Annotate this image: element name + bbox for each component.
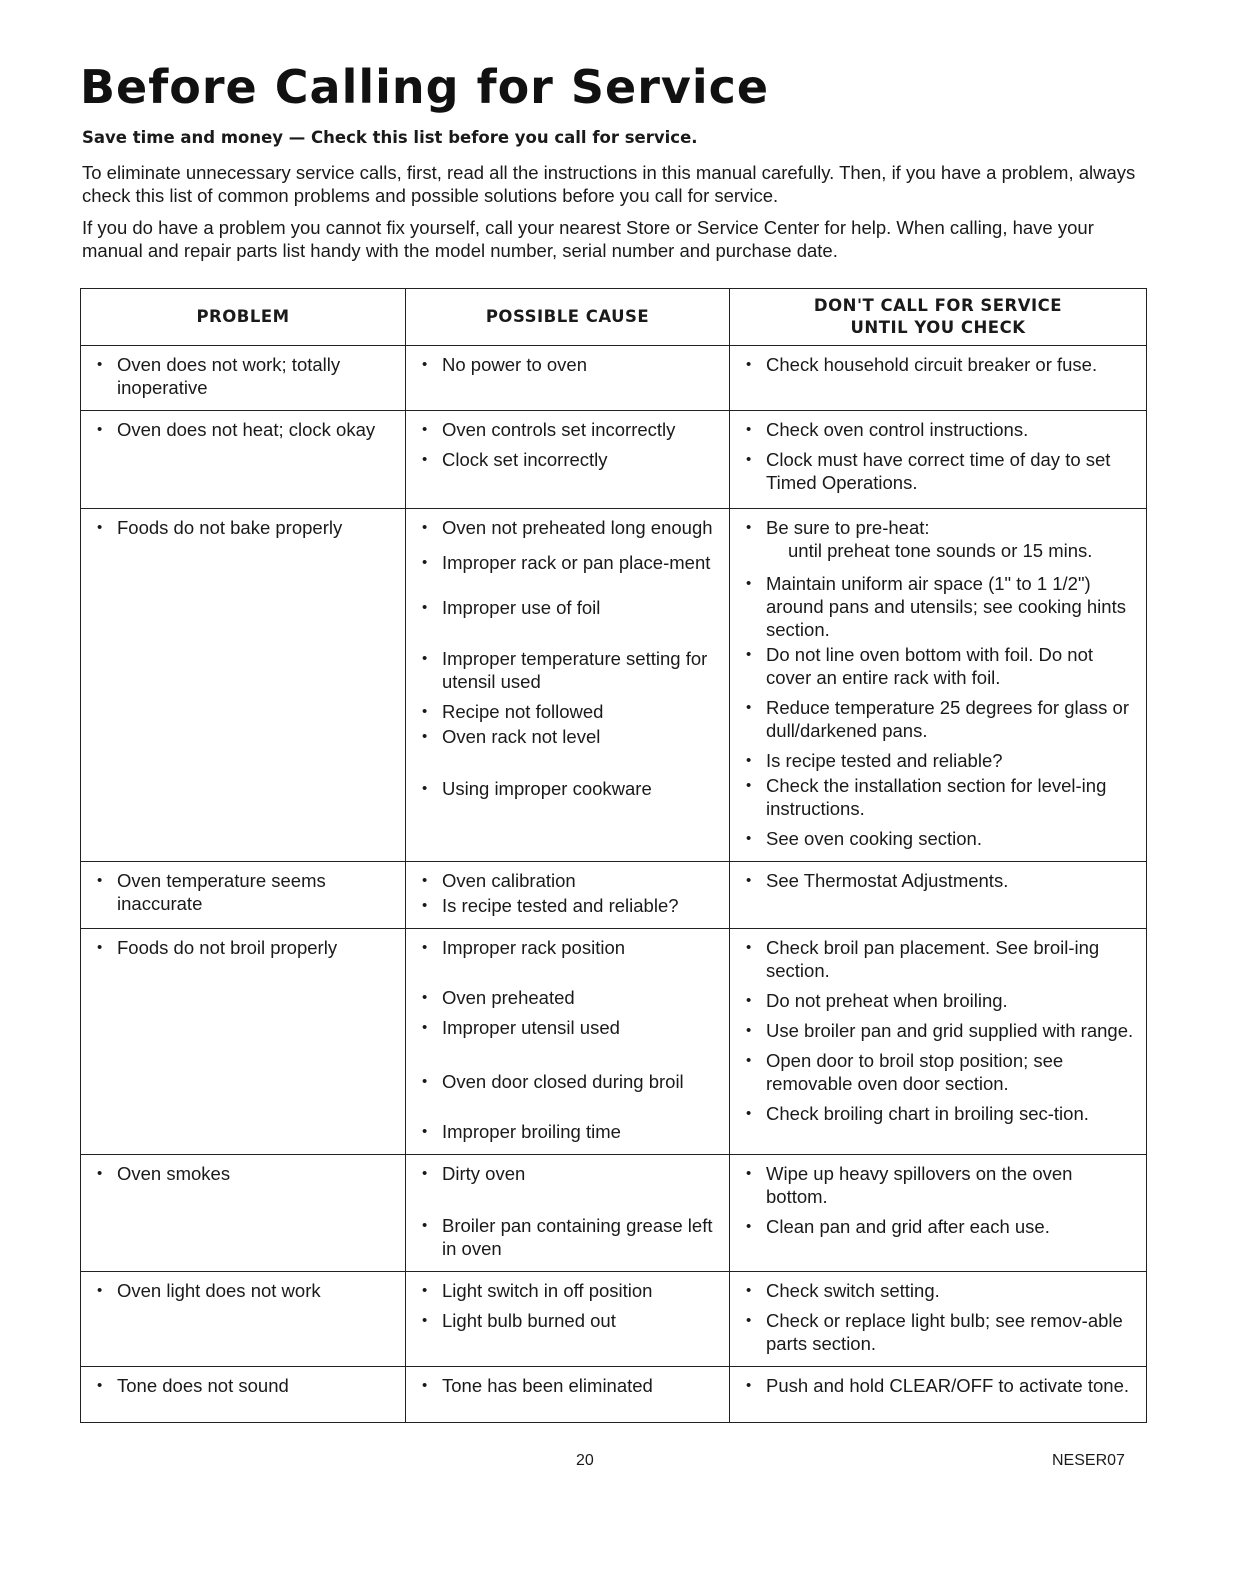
check-item: • Do not line oven bottom with foil. Do not cover an entire rack with foil. <box>740 643 1134 689</box>
table-row <box>81 1155 1147 1272</box>
check-item <box>740 516 1134 562</box>
cause-item: • Improper use of foil <box>416 596 717 619</box>
table-header-row <box>81 289 1147 346</box>
cause-cell <box>406 1367 730 1423</box>
cause-cell <box>406 929 730 1155</box>
cause-item: • Is recipe tested and reliable? <box>416 894 717 917</box>
check-cell <box>730 346 1147 411</box>
cause-item: • Recipe not followed <box>416 700 717 723</box>
cause-item: • Tone has been eliminated <box>416 1374 717 1397</box>
page-number: 20 <box>576 1452 594 1469</box>
problem-cell <box>81 929 406 1155</box>
cause-item: • Improper rack position <box>416 936 717 959</box>
problem-cell <box>81 862 406 929</box>
cause-cell <box>406 1155 730 1272</box>
cause-cell <box>406 509 730 862</box>
cause-item: • Dirty oven <box>416 1162 717 1185</box>
problem-cell <box>81 411 406 509</box>
cause-item: • Improper rack or pan place-ment <box>416 551 717 574</box>
cause-item: • Improper broiling time <box>416 1120 717 1143</box>
problem-item: • Foods do not bake properly <box>91 516 393 539</box>
check-item: • Check or replace light bulb; see remov-able parts section. <box>740 1309 1134 1355</box>
table-row <box>81 509 1147 862</box>
check-cell <box>730 1272 1147 1367</box>
table-row <box>81 1272 1147 1367</box>
cause-item: • Light bulb burned out <box>416 1309 717 1332</box>
cause-item: • Improper temperature setting for utensil used <box>416 647 717 693</box>
check-item: • Check broil pan placement. See broil-ing section. <box>740 936 1134 982</box>
check-item: • Push and hold CLEAR/OFF to activate tone. <box>740 1374 1134 1397</box>
cause-cell <box>406 346 730 411</box>
check-item: • Reduce temperature 25 degrees for glass or dull/darkened pans. <box>740 696 1134 742</box>
cause-item: • Oven rack not level <box>416 725 717 748</box>
check-cell <box>730 862 1147 929</box>
intro-paragraph-1: To eliminate unnecessary service calls, first, read all the instructions in this manual carefully. Then, if you have a problem, always check this list of common problems and possible solutions before you call for service. <box>82 162 1136 206</box>
problem-cell <box>81 346 406 411</box>
header-problem: PROBLEM <box>81 289 406 346</box>
cause-item: • No power to oven <box>416 353 717 376</box>
cause-cell <box>406 862 730 929</box>
problem-item: • Tone does not sound <box>91 1374 393 1397</box>
check-item: • Check the installation section for level-ing instructions. <box>740 774 1134 820</box>
check-item: • See oven cooking section. <box>740 827 1134 850</box>
check-item: • Use broiler pan and grid supplied with range. <box>740 1019 1134 1042</box>
check-cell <box>730 1367 1147 1423</box>
cause-item: • Clock set incorrectly <box>416 448 717 471</box>
check-item: • Check switch setting. <box>740 1279 1134 1302</box>
check-item: • Check household circuit breaker or fuse. <box>740 353 1134 376</box>
check-item: • Wipe up heavy spillovers on the oven bottom. <box>740 1162 1134 1208</box>
problem-cell <box>81 509 406 862</box>
table-row <box>81 929 1147 1155</box>
cause-item: • Broiler pan containing grease left in oven <box>416 1214 717 1260</box>
cause-cell <box>406 411 730 509</box>
problem-item: • Oven light does not work <box>91 1279 393 1302</box>
check-item: • Open door to broil stop position; see removable oven door section. <box>740 1049 1134 1095</box>
check-item: • Maintain uniform air space (1" to 1 1/2") around pans and utensils; see cooking hints section. <box>740 572 1134 641</box>
cause-item: • Oven not preheated long enough <box>416 516 717 539</box>
check-cell <box>730 509 1147 862</box>
check-cell <box>730 929 1147 1155</box>
header-check-line-2: UNTIL YOU CHECK <box>850 318 1026 337</box>
problem-item: • Foods do not broil properly <box>91 936 393 959</box>
check-item: • Check oven control instructions. <box>740 418 1134 441</box>
cause-item: • Oven calibration <box>416 869 717 892</box>
check-item-subtext: until preheat tone sounds or 15 mins. <box>788 540 1093 561</box>
cause-item: • Improper utensil used <box>416 1016 717 1039</box>
subtitle: Save time and money — Check this list before you call for service. <box>82 128 698 147</box>
check-item: • Check broiling chart in broiling sec-tion. <box>740 1102 1134 1125</box>
page-title: Before Calling for Service <box>80 60 770 114</box>
troubleshooting-table <box>80 288 1147 1423</box>
table-row <box>81 346 1147 411</box>
header-check-line-1: DON'T CALL FOR SERVICE <box>813 296 1063 315</box>
check-item: • Clean pan and grid after each use. <box>740 1215 1134 1238</box>
check-item: • See Thermostat Adjustments. <box>740 869 1134 892</box>
check-item-text: Be sure to pre-heat: <box>766 517 930 538</box>
cause-item: • Oven controls set incorrectly <box>416 418 717 441</box>
problem-cell <box>81 1155 406 1272</box>
check-cell <box>730 1155 1147 1272</box>
problem-item: • Oven temperature seems inaccurate <box>91 869 393 915</box>
check-item: • Clock must have correct time of day to set Timed Operations. <box>740 448 1134 494</box>
cause-item: • Oven preheated <box>416 986 717 1009</box>
problem-item: • Oven does not work; totally inoperative <box>91 353 393 399</box>
cause-item: • Light switch in off position <box>416 1279 717 1302</box>
header-check <box>730 289 1147 346</box>
problem-item: • Oven does not heat; clock okay <box>91 418 393 441</box>
problem-item: • Oven smokes <box>91 1162 393 1185</box>
document-code: NESER07 <box>1052 1452 1125 1469</box>
check-item: • Is recipe tested and reliable? <box>740 749 1134 772</box>
table-row <box>81 862 1147 929</box>
table-row <box>81 1367 1147 1423</box>
table-row <box>81 411 1147 509</box>
problem-cell <box>81 1367 406 1423</box>
intro-paragraph-2: If you do have a problem you cannot fix yourself, call your nearest Store or Service Center for help. When calling, have your manual and repair parts list handy with the model number, serial number and purchase date. <box>82 217 1094 261</box>
problem-cell <box>81 1272 406 1367</box>
check-cell <box>730 411 1147 509</box>
cause-item: • Using improper cookware <box>416 777 717 800</box>
header-possible-cause: POSSIBLE CAUSE <box>406 289 730 346</box>
cause-cell <box>406 1272 730 1367</box>
cause-item: • Oven door closed during broil <box>416 1070 717 1093</box>
check-item: • Do not preheat when broiling. <box>740 989 1134 1012</box>
